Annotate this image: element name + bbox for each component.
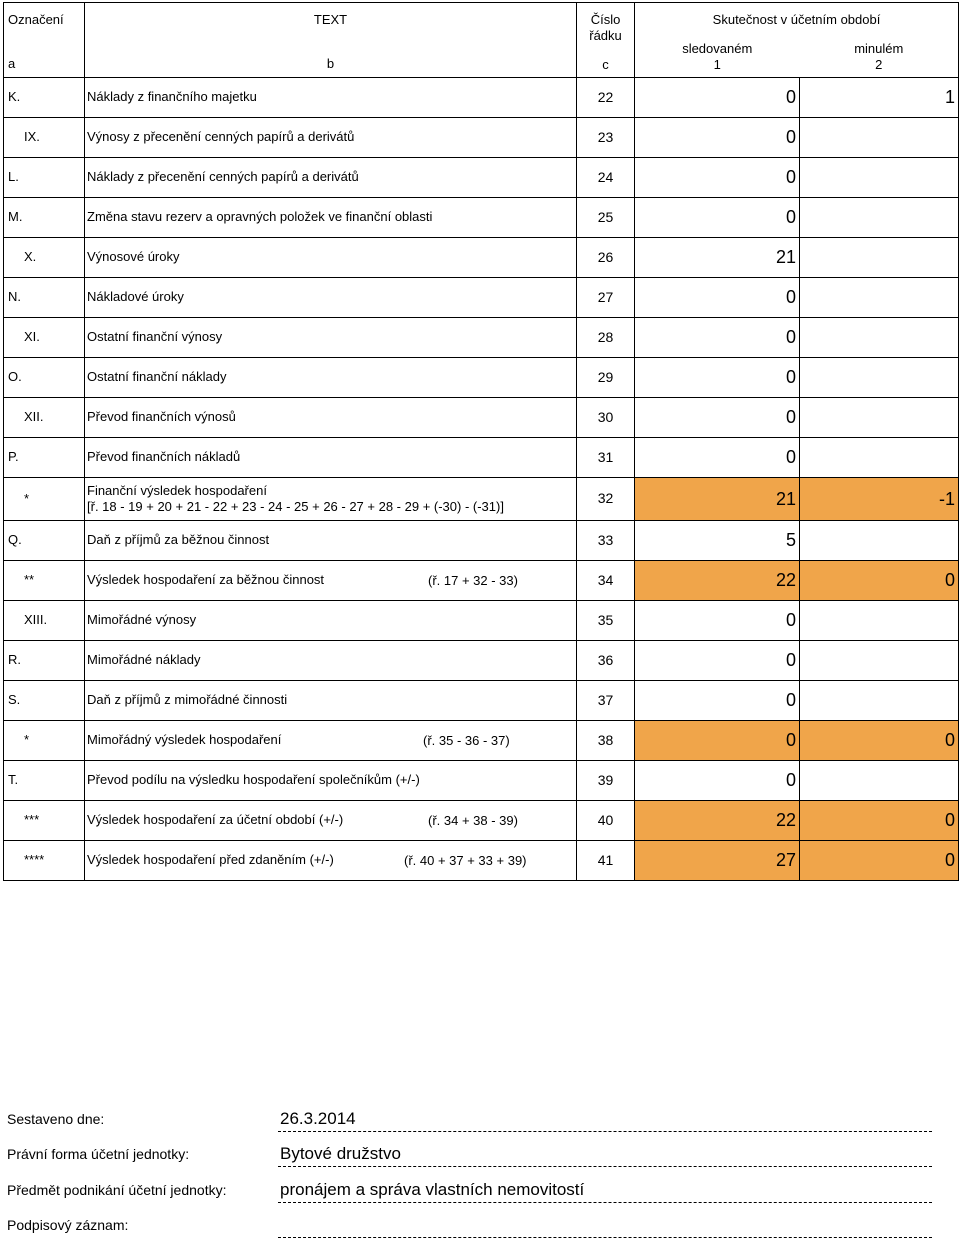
table-row [4,78,959,118]
row-number: 25 [577,198,635,238]
row-text: Mimořádné výnosy [87,612,576,628]
footer-date-row [7,1098,932,1134]
profit-loss-statement [3,2,958,881]
row-current-value[interactable]: 22 [635,561,800,601]
row-code: Q. [4,521,85,561]
row-code: **** [4,841,85,881]
row-text: Mimořádný výsledek hospodaření [87,732,576,748]
row-number: 33 [577,521,635,561]
legal-form-value[interactable]: Bytové družstvo [278,1144,932,1167]
business-value[interactable]: pronájem a správa vlastních nemovitostí [278,1180,932,1203]
row-previous-value[interactable]: -1 [800,478,959,521]
row-previous-value[interactable] [800,238,959,278]
row-previous-value[interactable] [800,358,959,398]
row-previous-value[interactable] [800,118,959,158]
row-code: X. [4,238,85,278]
header-letter-b: b [85,56,576,72]
row-code: * [4,478,85,521]
row-number: 30 [577,398,635,438]
row-number: 39 [577,761,635,801]
business-label: Předmět podnikání účetní jednotky: [7,1182,226,1198]
row-text-cell [85,561,577,601]
row-formula-ref: (ř. 34 + 38 - 39) [428,812,518,828]
row-text: Výsledek hospodaření za účetní období (+/-) [87,812,576,828]
row-text-cell [85,158,577,198]
row-current-value[interactable]: 21 [635,238,800,278]
row-current-value[interactable]: 0 [635,398,800,438]
row-text-cell [85,801,577,841]
row-code: O. [4,358,85,398]
row-text: Daň z příjmů z mimořádné činnosti [87,692,576,708]
header-row-top [4,3,959,38]
row-previous-value[interactable] [800,761,959,801]
row-previous-value[interactable]: 1 [800,78,959,118]
row-previous-value[interactable]: 0 [800,801,959,841]
row-text-cell [85,318,577,358]
table-row [4,318,959,358]
row-current-value[interactable]: 5 [635,521,800,561]
row-text: Převod finančních nákladů [87,449,576,465]
row-number: 38 [577,721,635,761]
row-current-value[interactable]: 0 [635,318,800,358]
row-current-value[interactable]: 0 [635,721,800,761]
row-previous-value[interactable] [800,438,959,478]
row-number: 27 [577,278,635,318]
header-previous-label: minulém [800,41,959,57]
row-text-cell [85,358,577,398]
row-previous-value[interactable]: 0 [800,721,959,761]
row-code: L. [4,158,85,198]
row-text-cell [85,841,577,881]
row-text-cell [85,438,577,478]
row-previous-value[interactable] [800,521,959,561]
row-text: Výsledek hospodaření za běžnou činnost [87,572,576,588]
row-text: Převod finančních výnosů [87,409,576,425]
footer-legal-form-row [7,1134,932,1170]
row-text-cell [85,641,577,681]
row-text-formula: [ř. 18 - 19 + 20 + 21 - 22 + 23 - 24 - 25 + 26 - 27 + 28 - 29 + (-30) - (-31)] [87,499,576,515]
row-previous-value[interactable]: 0 [800,841,959,881]
header-num-1: 1 [635,57,800,73]
row-number: 22 [577,78,635,118]
footer-signature-row [7,1205,932,1240]
header-row-label-2: řádku [577,28,634,44]
row-text: Výnosové úroky [87,249,576,265]
signature-value[interactable] [278,1215,932,1238]
row-formula-ref: (ř. 17 + 32 - 33) [428,572,518,588]
row-code: M. [4,198,85,238]
row-text: Ostatní finanční náklady [87,369,576,385]
row-code: T. [4,761,85,801]
table-row [4,721,959,761]
row-text-cell [85,601,577,641]
table-row [4,601,959,641]
header-current-label: sledovaném [635,41,800,57]
row-code: XIII. [4,601,85,641]
table-row [4,198,959,238]
table-row [4,238,959,278]
row-code: *** [4,801,85,841]
row-code: S. [4,681,85,721]
header-current-cell [635,37,800,78]
row-code: XII. [4,398,85,438]
row-code: P. [4,438,85,478]
row-text: Nákladové úroky [87,289,576,305]
row-number: 26 [577,238,635,278]
table-row [4,841,959,881]
row-text-cell [85,198,577,238]
row-current-value[interactable]: 0 [635,118,800,158]
signature-label: Podpisový záznam: [7,1217,128,1233]
row-code: R. [4,641,85,681]
row-code: * [4,721,85,761]
row-text: Mimořádné náklady [87,652,576,668]
table-row [4,158,959,198]
row-text-cell [85,238,577,278]
row-text: Výnosy z přecenění cenných papírů a derivátů [87,129,576,145]
row-current-value[interactable]: 0 [635,198,800,238]
table-row [4,278,959,318]
row-current-value[interactable]: 0 [635,438,800,478]
row-text: Náklady z přecenění cenných papírů a derivátů [87,169,576,185]
row-text: Daň z příjmů za běžnou činnost [87,532,576,548]
row-text: Finanční výsledek hospodaření [87,483,576,499]
row-text: Změna stavu rezerv a opravných položek ve finanční oblasti [87,209,576,225]
row-current-value[interactable]: 0 [635,158,800,198]
row-text-cell [85,521,577,561]
row-code: IX. [4,118,85,158]
row-number: 31 [577,438,635,478]
row-text-cell [85,761,577,801]
row-text: Výsledek hospodaření před zdaněním (+/-) [87,852,576,868]
row-code: K. [4,78,85,118]
row-previous-value[interactable] [800,318,959,358]
row-number: 40 [577,801,635,841]
row-text-cell [85,721,577,761]
table-row [4,478,959,521]
row-current-value[interactable]: 21 [635,478,800,521]
row-number: 29 [577,358,635,398]
row-text-cell [85,681,577,721]
row-text: Převod podílu na výsledku hospodaření společníkům (+/-) [87,772,576,788]
table-row [4,118,959,158]
row-previous-value[interactable] [800,198,959,238]
header-text-label: TEXT [85,12,576,28]
table-row [4,561,959,601]
table-row [4,681,959,721]
row-number: 24 [577,158,635,198]
row-previous-value[interactable] [800,601,959,641]
header-previous-cell [800,37,959,78]
row-number: 32 [577,478,635,521]
row-text-cell [85,118,577,158]
row-number: 35 [577,601,635,641]
row-current-value[interactable]: 0 [635,641,800,681]
table-row [4,438,959,478]
row-text-cell [85,478,577,521]
legal-form-label: Právní forma účetní jednotky: [7,1146,189,1162]
row-current-value[interactable]: 0 [635,278,800,318]
row-number: 37 [577,681,635,721]
header-letter-a: a [8,56,84,72]
footer [7,1098,932,1240]
row-previous-value[interactable] [800,681,959,721]
row-current-value[interactable]: 0 [635,601,800,641]
header-letter-c: c [577,57,634,73]
row-number: 23 [577,118,635,158]
row-current-value[interactable]: 27 [635,841,800,881]
table-row [4,641,959,681]
row-formula-ref: (ř. 40 + 37 + 33 + 39) [404,852,527,868]
row-number: 28 [577,318,635,358]
row-text: Ostatní finanční výnosy [87,329,576,345]
header-row-label-1: Číslo [577,12,634,28]
date-label: Sestaveno dne: [7,1111,104,1127]
row-previous-value[interactable]: 0 [800,561,959,601]
table-row [4,358,959,398]
table-row [4,801,959,841]
footer-business-row [7,1169,932,1205]
row-number: 36 [577,641,635,681]
row-current-value[interactable]: 0 [635,78,800,118]
table-row [4,398,959,438]
row-text-cell [85,278,577,318]
row-number: 34 [577,561,635,601]
row-previous-value[interactable] [800,641,959,681]
row-code: N. [4,278,85,318]
row-code: ** [4,561,85,601]
row-previous-value[interactable] [800,398,959,438]
row-text-cell [85,78,577,118]
row-current-value[interactable]: 0 [635,358,800,398]
row-current-value[interactable]: 22 [635,801,800,841]
header-row-number-cell [577,3,635,78]
row-previous-value[interactable] [800,278,959,318]
header-code-label: Označení [8,12,84,28]
row-code: XI. [4,318,85,358]
header-period-label: Skutečnost v účetním období [635,3,959,38]
row-text: Náklady z finančního majetku [87,89,576,105]
header-text-cell [85,3,577,78]
statement-table [3,2,959,881]
header-num-2: 2 [800,57,959,73]
header-code-cell [4,3,85,78]
date-value[interactable]: 26.3.2014 [278,1109,932,1132]
row-number: 41 [577,841,635,881]
table-row [4,761,959,801]
row-current-value[interactable]: 0 [635,681,800,721]
row-text-cell [85,398,577,438]
row-current-value[interactable]: 0 [635,761,800,801]
row-formula-ref: (ř. 35 - 36 - 37) [423,732,510,748]
table-row [4,521,959,561]
row-previous-value[interactable] [800,158,959,198]
